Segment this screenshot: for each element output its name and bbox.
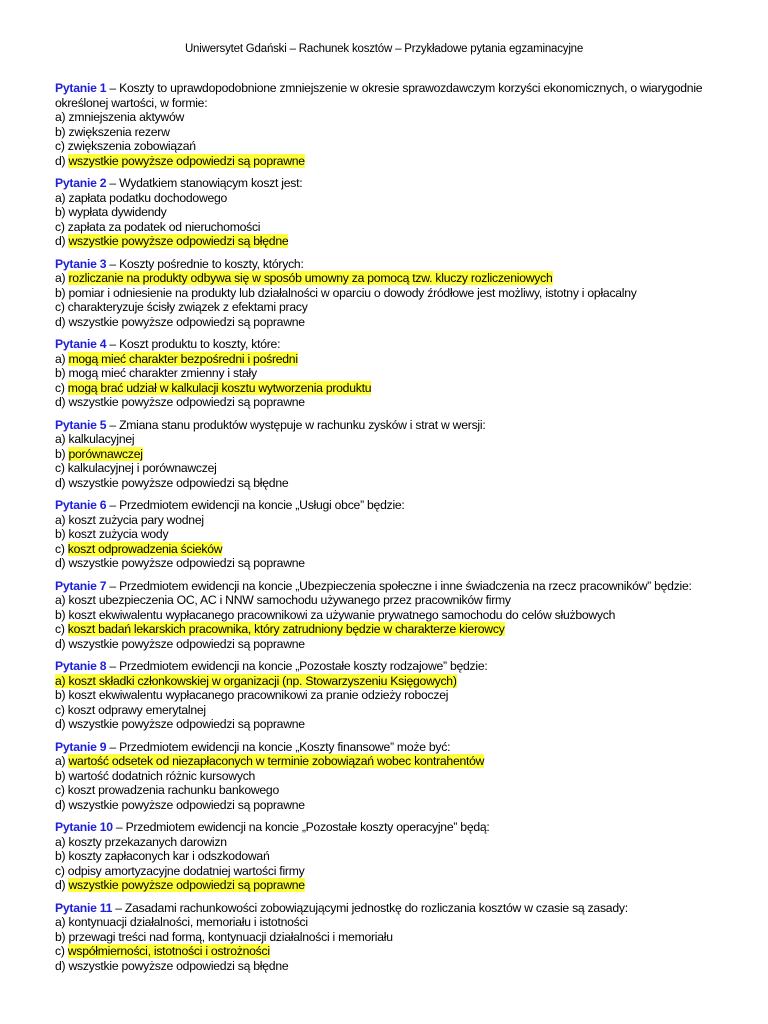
option-text: wszystkie powyższe odpowiedzi są błędne bbox=[68, 475, 289, 490]
answer-option bbox=[55, 234, 725, 249]
answer-option bbox=[55, 835, 725, 850]
option-letter: d) bbox=[55, 395, 69, 409]
question-stem: – Przedmiotem ewidencji na koncie „Pozostałe koszty rodzajowe” będzie: bbox=[106, 659, 488, 673]
option-text: wszystkie powyższe odpowiedzi są poprawne bbox=[68, 717, 305, 731]
option-letter: d) bbox=[55, 234, 69, 248]
option-text: wszystkie powyższe odpowiedzi są poprawne bbox=[68, 636, 305, 651]
question-block bbox=[55, 740, 725, 813]
question-block bbox=[55, 337, 725, 410]
answer-option bbox=[55, 915, 725, 930]
answer-option bbox=[55, 205, 725, 220]
answer-option bbox=[55, 593, 725, 608]
question-label: Pytanie 10 bbox=[55, 820, 113, 834]
question-label: Pytanie 5 bbox=[55, 417, 107, 432]
highlighted-answer: współmierności, istotności i ostrożności bbox=[67, 944, 270, 958]
question-stem: – Przedmiotem ewidencji na koncie „Ubezpieczenia społeczne i inne świadczenia na rzecz pracowników” będzie: bbox=[106, 578, 692, 593]
question-text bbox=[55, 337, 725, 352]
answer-option bbox=[55, 125, 725, 140]
answer-option bbox=[55, 366, 725, 381]
option-text: koszt ekwiwalentu wypłacanego pracownikowi za pranie odzieży roboczej bbox=[68, 688, 449, 702]
question-text bbox=[55, 659, 725, 674]
option-letter: a) bbox=[55, 110, 69, 124]
option-text: wszystkie powyższe odpowiedzi są poprawne bbox=[68, 314, 305, 329]
option-letter: a) bbox=[55, 432, 69, 446]
answer-option bbox=[55, 110, 725, 125]
question-block bbox=[55, 579, 725, 652]
option-letter: d) bbox=[55, 556, 69, 570]
answer-option bbox=[55, 849, 725, 864]
question-stem: – Wydatkiem stanowiącym koszt jest: bbox=[106, 176, 303, 190]
question-stem: – Zmiana stanu produktów występuje w rachunku zysków i strat w wersji: bbox=[106, 417, 486, 432]
option-letter: b) bbox=[55, 366, 69, 380]
question-label: Pytanie 2 bbox=[55, 176, 107, 190]
answer-option bbox=[55, 476, 725, 491]
question-block bbox=[55, 820, 725, 893]
answer-option bbox=[55, 139, 725, 154]
option-letter: d) bbox=[55, 314, 69, 329]
question-label: Pytanie 7 bbox=[55, 578, 107, 593]
answer-option bbox=[55, 878, 725, 893]
answer-option bbox=[55, 864, 725, 879]
question-label: Pytanie 1 bbox=[55, 81, 107, 95]
question-label: Pytanie 9 bbox=[55, 739, 107, 754]
option-letter: b) bbox=[55, 124, 69, 139]
option-text: koszt ekwiwalentu wypłacanego pracownikowi za używanie prywatnego samochodu do celów służbowych bbox=[68, 607, 616, 622]
option-text: przewagi treści nad formą, kontynuacji działalności i memoriału bbox=[68, 929, 393, 944]
option-text: zmniejszenia aktywów bbox=[68, 110, 185, 124]
option-text: pomiar i odniesienie na produkty lub działalności w oparciu o dowody źródłowe jest możliwy, istotny i opłacalny bbox=[68, 285, 637, 300]
highlighted-answer: mogą mieć charakter bezpośredni i pośredni bbox=[68, 351, 298, 366]
question-text bbox=[55, 820, 725, 835]
option-letter: c) bbox=[55, 622, 68, 636]
question-stem: – Przedmiotem ewidencji na koncie „Koszty finansowe” może być: bbox=[106, 739, 451, 754]
option-letter: b) bbox=[55, 285, 69, 300]
option-letter: b) bbox=[55, 849, 69, 863]
option-text: wypłata dywidendy bbox=[68, 205, 167, 219]
question-text bbox=[55, 176, 725, 191]
question-text bbox=[55, 579, 725, 594]
highlighted-answer: wartość odsetek od niezapłaconych w terminie zobowiązań wobec kontrahentów bbox=[68, 754, 485, 768]
option-letter: b) bbox=[55, 446, 69, 461]
option-letter: a) bbox=[55, 190, 69, 205]
option-letter: d) bbox=[55, 153, 69, 168]
option-letter: a) bbox=[55, 834, 69, 849]
option-letter: b) bbox=[55, 688, 69, 702]
highlighted-answer: wszystkie powyższe odpowiedzi są błędne bbox=[68, 234, 289, 248]
question-text bbox=[55, 498, 725, 513]
option-text: wszystkie powyższe odpowiedzi są błędne bbox=[68, 958, 289, 973]
option-text: kontynuacji działalności, memoriału i istotności bbox=[68, 915, 308, 929]
question-label: Pytanie 6 bbox=[55, 498, 107, 512]
option-text: kalkulacyjnej bbox=[68, 432, 135, 446]
option-text: koszty zapłaconych kar i odszkodowań bbox=[68, 849, 270, 863]
question-label: Pytanie 8 bbox=[55, 659, 107, 673]
answer-option bbox=[55, 944, 725, 959]
answer-option bbox=[55, 286, 725, 301]
answer-option bbox=[55, 930, 725, 945]
option-letter: d) bbox=[55, 636, 69, 651]
answer-option bbox=[55, 461, 725, 476]
question-stem-continued: określonej wartości, w formie: bbox=[55, 95, 208, 110]
option-letter: d) bbox=[55, 475, 69, 490]
question-list bbox=[55, 81, 725, 981]
option-letter: a) bbox=[55, 271, 69, 285]
option-letter: d) bbox=[55, 717, 69, 731]
option-letter: c) bbox=[55, 461, 68, 475]
question-text bbox=[55, 901, 725, 916]
question-label: Pytanie 11 bbox=[55, 900, 113, 915]
question-text bbox=[55, 257, 725, 272]
option-text: mogą mieć charakter zmienny i stały bbox=[68, 366, 257, 380]
answer-option bbox=[55, 220, 725, 235]
question-text bbox=[55, 740, 725, 755]
highlighted-answer: wszystkie powyższe odpowiedzi są poprawne bbox=[68, 878, 305, 892]
option-letter: d) bbox=[55, 797, 69, 812]
question-stem: – Koszt produktu to koszty, które: bbox=[106, 337, 281, 351]
option-text: zapłata za podatek od nieruchomości bbox=[67, 219, 261, 234]
highlighted-answer: koszt odprowadzenia ścieków bbox=[67, 541, 223, 556]
option-text: koszt zużycia pary wodnej bbox=[68, 512, 204, 527]
option-letter: c) bbox=[55, 380, 68, 395]
option-text: charakteryzuje ścisły związek z efektami pracy bbox=[67, 300, 308, 314]
option-letter: b) bbox=[55, 527, 69, 541]
answer-option bbox=[55, 352, 725, 367]
answer-option bbox=[55, 717, 725, 732]
answer-option bbox=[55, 315, 725, 330]
option-letter: c) bbox=[55, 139, 68, 153]
question-stem: – Koszty pośrednie to koszty, których: bbox=[106, 256, 304, 271]
answer-option bbox=[55, 513, 725, 528]
answer-option bbox=[55, 542, 725, 557]
option-text: koszt odprawy emerytalnej bbox=[67, 702, 206, 717]
option-letter: a) bbox=[55, 754, 69, 768]
answer-option bbox=[55, 191, 725, 206]
answer-option bbox=[55, 959, 725, 974]
option-letter: c) bbox=[55, 219, 68, 234]
highlighted-answer: porównawczej bbox=[68, 446, 143, 461]
option-letter: a) bbox=[55, 512, 69, 527]
question-block bbox=[55, 257, 725, 330]
answer-option bbox=[55, 637, 725, 652]
answer-option bbox=[55, 798, 725, 813]
option-letter: b) bbox=[55, 205, 69, 219]
option-text: koszty przekazanych darowizn bbox=[68, 834, 227, 849]
answer-option bbox=[55, 395, 725, 410]
answer-option bbox=[55, 447, 725, 462]
answer-option bbox=[55, 688, 725, 703]
question-block bbox=[55, 659, 725, 732]
option-letter: a) bbox=[55, 593, 69, 607]
option-text: zapłata podatku dochodowego bbox=[68, 190, 228, 205]
document-header: Uniwersytet Gdański – Rachunek kosztów – Przykładowe pytania egzaminacyjne bbox=[184, 43, 584, 55]
question-label: Pytanie 3 bbox=[55, 256, 107, 271]
answer-option bbox=[55, 703, 725, 718]
answer-option bbox=[55, 271, 725, 286]
question-stem: – Koszty to uprawdopodobnione zmniejszenie w okresie sprawozdawczym korzyści ekonomicznych, o wiarygodnie bbox=[106, 81, 703, 95]
option-text: odpisy amortyzacyjne dodatniej wartości firmy bbox=[67, 863, 305, 878]
option-text: wszystkie powyższe odpowiedzi są poprawne bbox=[68, 395, 305, 409]
question-stem: – Przedmiotem ewidencji na koncie „Pozostałe koszty operacyjne” będą: bbox=[112, 820, 490, 834]
option-letter: c) bbox=[55, 783, 68, 797]
option-letter: c) bbox=[55, 541, 68, 556]
answer-option bbox=[55, 556, 725, 571]
option-letter: c) bbox=[55, 944, 68, 958]
highlighted-answer: koszt badań lekarskich pracownika, który zatrudniony będzie w charakterze kierowcy bbox=[67, 622, 505, 636]
answer-option bbox=[55, 154, 725, 169]
answer-option bbox=[55, 769, 725, 784]
answer-option bbox=[55, 674, 725, 689]
option-letter: b) bbox=[55, 768, 69, 783]
answer-option bbox=[55, 381, 725, 396]
question-stem: – Przedmiotem ewidencji na koncie „Usługi obce” będzie: bbox=[106, 498, 405, 512]
answer-option bbox=[55, 622, 725, 637]
question-block bbox=[55, 81, 725, 168]
highlighted-answer: rozliczanie na produkty odbywa się w sposób umowny za pomocą tzw. kluczy rozliczeniowych bbox=[68, 271, 553, 285]
question-text bbox=[55, 418, 725, 433]
option-text: koszt zużycia wody bbox=[68, 527, 169, 541]
highlighted-answer: koszt składki członkowskiej w organizacji (np. Stowarzyszeniu Księgowych) bbox=[68, 673, 457, 688]
answer-option bbox=[55, 527, 725, 542]
answer-option bbox=[55, 754, 725, 769]
question-block bbox=[55, 418, 725, 491]
answer-option bbox=[55, 300, 725, 315]
option-letter: d) bbox=[55, 878, 69, 892]
question-block bbox=[55, 176, 725, 249]
highlighted-answer: wszystkie powyższe odpowiedzi są poprawne bbox=[68, 153, 305, 168]
option-letter: a) bbox=[55, 351, 69, 366]
option-letter: d) bbox=[55, 958, 69, 973]
option-letter: a) bbox=[55, 915, 69, 929]
option-letter: a) bbox=[55, 673, 69, 688]
option-text: kalkulacyjnej i porównawczej bbox=[67, 461, 217, 475]
question-stem: – Zasadami rachunkowości zobowiązującymi jednostkę do rozliczania kosztów w czasie są zasady: bbox=[112, 900, 628, 915]
option-letter: b) bbox=[55, 929, 69, 944]
option-letter: c) bbox=[55, 702, 68, 717]
option-letter: c) bbox=[55, 863, 68, 878]
question-label: Pytanie 4 bbox=[55, 337, 107, 351]
question-block bbox=[55, 498, 725, 571]
option-text: koszt prowadzenia rachunku bankowego bbox=[67, 783, 279, 797]
answer-option bbox=[55, 432, 725, 447]
option-letter: c) bbox=[55, 300, 68, 314]
option-text: wszystkie powyższe odpowiedzi są poprawne bbox=[68, 556, 305, 570]
question-text bbox=[55, 81, 725, 96]
highlighted-answer: mogą brać udział w kalkulacji kosztu wytworzenia produktu bbox=[67, 380, 372, 395]
option-text: wartość dodatnich różnic kursowych bbox=[68, 768, 256, 783]
answer-option bbox=[55, 783, 725, 798]
option-text: zwiększenia rezerw bbox=[68, 124, 170, 139]
question-block bbox=[55, 901, 725, 974]
option-text: koszt ubezpieczenia OC, AC i NNW samochodu używanego przez pracowników firmy bbox=[68, 593, 511, 607]
answer-option bbox=[55, 608, 725, 623]
option-text: zwiększenia zobowiązań bbox=[67, 139, 196, 153]
option-letter: b) bbox=[55, 607, 69, 622]
option-text: wszystkie powyższe odpowiedzi są poprawne bbox=[68, 797, 305, 812]
